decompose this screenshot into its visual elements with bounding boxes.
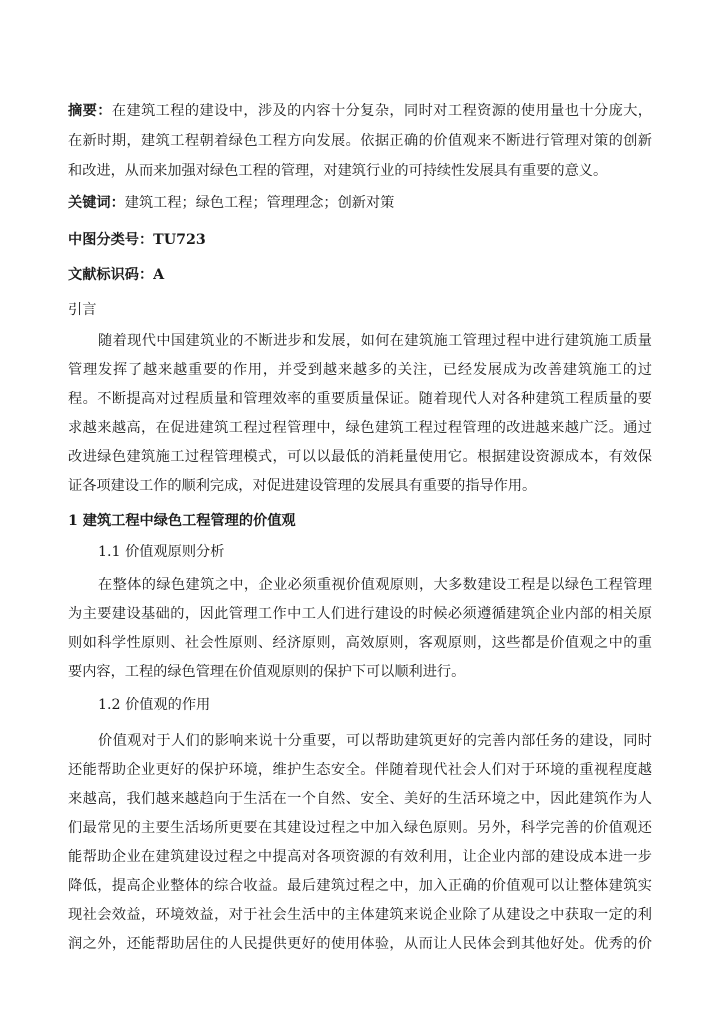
subsection-heading: 1.1 价值观原则分析	[98, 544, 225, 560]
subsection-heading: 1.2 价值观的作用	[98, 697, 211, 713]
paragraph-line: 随着现代中国建筑业的不断进步和发展，如何在建筑施工管理过程中进行建筑施工质量	[98, 333, 652, 349]
clc-text: TU723	[153, 232, 206, 248]
doc-code-text: A	[153, 267, 165, 283]
abstract-line: 和改进，从而来加强对绿色工程的管理，对建筑行业的可持续性发展具有重要的意义。	[68, 163, 608, 179]
keywords	[68, 193, 652, 213]
paragraph-line: 降低，提高企业整体的综合收益。最后建筑过程之中，加入正确的价值观可以让整体建筑实	[68, 878, 652, 894]
paragraph-line: 润之外，还能帮助居住的人民提供更好的使用体验，从而让人民体会到其他好处。优秀的价	[68, 936, 652, 952]
paragraph-line: 改进绿色建筑施工过程管理模式，可以以最低的消耗量使用它。根据建设资源成本，有效保	[68, 449, 652, 465]
paragraph-line: 们最常见的主要生活场所更要在其建设过程之中加入绿色原则。另外，科学完善的价值观还	[68, 820, 652, 836]
keywords-label: 关键词：	[68, 195, 125, 211]
paragraph-line: 还能帮助企业更好的保护环境，维护生态安全。伴随着现代社会人们对于环境的重视程度越	[68, 762, 652, 778]
section-heading: 1 建筑工程中绿色工程管理的价值观	[68, 513, 296, 529]
paragraph-line: 价值观对于人们的影响来说十分重要，可以帮助建筑更好的完善内部任务的建设，同时	[98, 733, 652, 749]
paragraph-line: 要内容，工程的绿色管理在价值观原则的保护下可以顺利进行。	[68, 664, 466, 680]
doc-code-label: 文献标识码：	[68, 267, 154, 283]
paragraph-line: 为主要建设基础的，因此管理工作中工人们进行建设的时候必须遵循建筑企业内部的相关原	[68, 606, 652, 622]
paragraph-line: 管理发挥了越来越重要的作用，并受到越来越多的关注，已经发展成为改善建筑施工的过	[68, 362, 652, 378]
paragraph-line: 来越高，我们越来越趋向于生活在一个自然、安全、美好的生活环境之中，因此建筑作为人	[68, 791, 652, 807]
intro-heading: 引言	[68, 302, 97, 318]
abstract-text: 在建筑工程的建设中，涉及的内容十分复杂，同时对工程资源的使用量也十分庞大，	[111, 103, 652, 119]
paragraph-line: 在整体的绿色建筑之中，企业必须重视价值观原则，大多数建设工程是以绿色工程管理	[98, 577, 652, 593]
paragraph-line: 则如科学性原则、社会性原则、经济原则，高效原则，客观原则，这些都是价值观之中的重	[68, 635, 652, 651]
paragraph-line: 证各项建设工作的顺利完成，对促进建设管理的发展具有重要的指导作用。	[68, 478, 537, 494]
document-code	[68, 265, 652, 285]
abstract-line: 在新时期，建筑工程朝着绿色工程方向发展。依据正确的价值观来不断进行管理对策的创新	[68, 133, 652, 149]
abstract-line	[68, 101, 652, 121]
clc-number	[68, 230, 652, 250]
keywords-text: 建筑工程；绿色工程；管理理念；创新对策	[124, 195, 395, 211]
abstract-label: 摘要：	[68, 103, 112, 119]
paragraph-line: 现社会效益，环境效益，对于社会生活中的主体建筑来说企业除了从建设之中获取一定的利	[68, 907, 652, 923]
paragraph-line: 能帮助企业在建筑建设过程之中提高对各项资源的有效利用，让企业内部的建设成本进一步	[68, 849, 652, 865]
paragraph-line: 求越来越高，在促进建筑工程过程管理中，绿色建筑工程过程管理的改进越来越广泛。通过	[68, 420, 652, 436]
clc-label: 中图分类号：	[68, 232, 154, 248]
paragraph-line: 程。不断提高对过程质量和管理效率的重要质量保证。随着现代人对各种建筑工程质量的要	[68, 391, 652, 407]
